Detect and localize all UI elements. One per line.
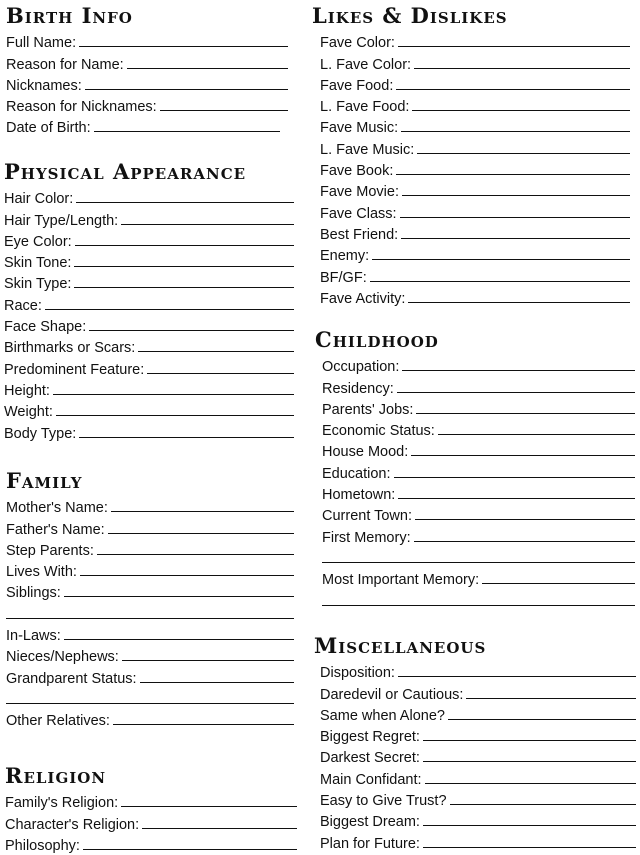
section-title: Religion xyxy=(5,763,107,788)
field-row[interactable] xyxy=(320,660,636,681)
field-row[interactable] xyxy=(322,397,635,418)
field-row[interactable] xyxy=(320,809,636,830)
answer-line[interactable] xyxy=(423,739,636,741)
field-label: In-Laws: xyxy=(6,628,61,645)
field-label: Biggest Dream: xyxy=(320,814,420,831)
field-row[interactable] xyxy=(322,524,635,545)
field-row[interactable] xyxy=(4,229,294,250)
field-label: Lives With: xyxy=(6,564,77,581)
field-label: Parents' Jobs: xyxy=(322,401,414,418)
answer-line[interactable] xyxy=(425,782,636,784)
answer-line[interactable] xyxy=(121,223,294,225)
answer-line[interactable] xyxy=(6,702,294,704)
answer-line[interactable] xyxy=(80,574,294,576)
field-label: Family's Religion: xyxy=(5,795,119,812)
field-row[interactable] xyxy=(6,495,294,516)
field-row[interactable] xyxy=(320,830,636,851)
field-row[interactable] xyxy=(6,51,288,72)
field-row[interactable] xyxy=(320,179,630,200)
field-label: Skin Type: xyxy=(4,276,72,293)
answer-line[interactable] xyxy=(76,201,294,203)
answer-line[interactable] xyxy=(83,848,297,850)
field-row[interactable] xyxy=(6,30,288,51)
field-label: Fave Music: xyxy=(320,120,399,137)
field-label: Reason for Name: xyxy=(6,56,124,73)
answer-line[interactable] xyxy=(322,561,635,563)
answer-line[interactable] xyxy=(56,414,294,416)
field-row[interactable] xyxy=(4,356,294,377)
answer-line[interactable] xyxy=(450,803,636,805)
field-label: Face Shape: xyxy=(4,319,87,336)
answer-line[interactable] xyxy=(438,433,635,435)
field-row[interactable] xyxy=(320,51,630,72)
field-row[interactable] xyxy=(322,439,635,460)
answer-line[interactable] xyxy=(140,681,294,683)
field-row[interactable] xyxy=(320,158,630,179)
extra-line[interactable] xyxy=(6,601,294,622)
field-row[interactable] xyxy=(320,243,630,264)
answer-line[interactable] xyxy=(414,67,630,69)
field-row[interactable] xyxy=(4,399,294,420)
answer-line[interactable] xyxy=(127,67,288,69)
field-label: Easy to Give Trust? xyxy=(320,793,447,810)
answer-line[interactable] xyxy=(121,805,297,807)
answer-line[interactable] xyxy=(396,173,630,175)
field-label: Fave Class: xyxy=(320,205,397,222)
answer-line[interactable] xyxy=(423,760,636,762)
field-label: Nieces/Nephews: xyxy=(6,649,119,666)
section-birth-info xyxy=(6,2,288,136)
field-label: Hair Color: xyxy=(4,191,74,208)
answer-line[interactable] xyxy=(466,697,636,699)
section-title: Miscellaneous xyxy=(314,633,487,658)
field-row[interactable] xyxy=(6,115,280,136)
answer-line[interactable] xyxy=(401,130,630,132)
answer-line[interactable] xyxy=(417,152,630,154)
field-label: Daredevil or Cautious: xyxy=(320,686,464,703)
section-title: Likes & Dislikes xyxy=(312,3,508,28)
answer-line[interactable] xyxy=(94,130,280,132)
field-label: Most Important Memory: xyxy=(322,572,480,589)
field-label: BF/GF: xyxy=(320,269,367,286)
field-label: Education: xyxy=(322,465,391,482)
field-row[interactable] xyxy=(322,567,635,588)
field-row[interactable] xyxy=(6,73,288,94)
answer-line[interactable] xyxy=(398,497,635,499)
answer-line[interactable] xyxy=(79,436,294,438)
field-label: Birthmarks or Scars: xyxy=(4,340,136,357)
answer-line[interactable] xyxy=(448,718,636,720)
field-row[interactable] xyxy=(6,559,294,580)
section-physical-appearance xyxy=(4,158,294,442)
answer-line[interactable] xyxy=(79,45,288,47)
answer-line[interactable] xyxy=(398,675,636,677)
field-row[interactable] xyxy=(6,708,294,729)
field-row[interactable] xyxy=(4,186,294,207)
field-label: Fave Color: xyxy=(320,35,395,52)
field-row[interactable] xyxy=(320,136,630,157)
field-row[interactable] xyxy=(320,681,636,702)
field-row[interactable] xyxy=(6,623,294,644)
field-label: Mother's Name: xyxy=(6,500,108,517)
field-label: Fave Activity: xyxy=(320,290,406,307)
answer-line[interactable] xyxy=(138,350,294,352)
answer-line[interactable] xyxy=(147,372,294,374)
answer-line[interactable] xyxy=(401,237,630,239)
field-row[interactable] xyxy=(320,94,630,115)
field-row[interactable] xyxy=(320,30,630,51)
field-label: Siblings: xyxy=(6,585,61,602)
answer-line[interactable] xyxy=(400,216,630,218)
field-label: Predominent Feature: xyxy=(4,361,145,378)
field-row[interactable] xyxy=(4,314,294,335)
answer-line[interactable] xyxy=(402,194,630,196)
field-label: Character's Religion: xyxy=(5,816,140,833)
answer-line[interactable] xyxy=(75,244,294,246)
field-row[interactable] xyxy=(6,94,288,115)
field-row[interactable] xyxy=(320,703,636,724)
field-row[interactable] xyxy=(4,378,294,399)
field-row[interactable] xyxy=(320,73,630,94)
answer-line[interactable] xyxy=(396,88,630,90)
field-row[interactable] xyxy=(322,460,635,481)
field-label: Nicknames: xyxy=(6,77,82,94)
field-label: Current Town: xyxy=(322,508,412,525)
field-row[interactable] xyxy=(322,482,635,503)
field-label: Plan for Future: xyxy=(320,835,420,852)
answer-line[interactable] xyxy=(416,412,635,414)
field-label: Skin Tone: xyxy=(4,255,72,272)
field-label: Height: xyxy=(4,382,50,399)
field-label: Full Name: xyxy=(6,35,77,52)
field-label: Best Friend: xyxy=(320,226,399,243)
field-row[interactable] xyxy=(4,250,294,271)
section-title: Physical Appearance xyxy=(4,159,247,184)
field-label: L. Fave Color: xyxy=(320,56,412,73)
field-label: Biggest Regret: xyxy=(320,729,420,746)
answer-line[interactable] xyxy=(53,393,294,395)
field-row[interactable] xyxy=(5,790,297,811)
answer-line[interactable] xyxy=(122,659,294,661)
field-row[interactable] xyxy=(320,745,636,766)
field-row[interactable] xyxy=(6,580,294,601)
answer-line[interactable] xyxy=(411,454,635,456)
answer-line[interactable] xyxy=(397,391,635,393)
answer-line[interactable] xyxy=(64,595,294,597)
field-label: Body Type: xyxy=(4,425,77,442)
answer-line[interactable] xyxy=(113,723,294,725)
field-row[interactable] xyxy=(322,354,635,375)
field-row[interactable] xyxy=(6,516,294,537)
extra-line[interactable] xyxy=(322,546,635,567)
answer-line[interactable] xyxy=(108,532,294,534)
answer-line[interactable] xyxy=(160,109,288,111)
answer-line[interactable] xyxy=(423,824,636,826)
field-row[interactable] xyxy=(6,644,294,665)
field-row[interactable] xyxy=(320,264,630,285)
answer-line[interactable] xyxy=(423,846,636,848)
field-label: Fave Food: xyxy=(320,77,394,94)
section-miscellaneous xyxy=(314,632,636,852)
answer-line[interactable] xyxy=(6,617,294,619)
field-label: Economic Status: xyxy=(322,423,435,440)
field-label: L. Fave Food: xyxy=(320,99,410,116)
field-label: Main Confidant: xyxy=(320,771,422,788)
answer-line[interactable] xyxy=(402,369,635,371)
field-label: Hometown: xyxy=(322,487,396,504)
section-title: Birth Info xyxy=(6,3,133,28)
field-label: Enemy: xyxy=(320,248,370,265)
answer-line[interactable] xyxy=(142,827,297,829)
field-label: Date of Birth: xyxy=(6,120,91,137)
field-label: Other Relatives: xyxy=(6,713,110,730)
field-row[interactable] xyxy=(320,788,636,809)
answer-line[interactable] xyxy=(394,476,635,478)
answer-line[interactable] xyxy=(398,45,630,47)
field-label: Hair Type/Length: xyxy=(4,212,119,229)
answer-line[interactable] xyxy=(85,88,288,90)
field-label: Reason for Nicknames: xyxy=(6,99,157,116)
answer-line[interactable] xyxy=(482,582,635,584)
field-row[interactable] xyxy=(322,503,635,524)
answer-line[interactable] xyxy=(111,510,294,512)
field-label: First Memory: xyxy=(322,529,411,546)
field-label: Grandparent Status: xyxy=(6,670,137,687)
field-label: Fave Movie: xyxy=(320,184,399,201)
field-label: Fave Book: xyxy=(320,163,394,180)
section-childhood xyxy=(315,326,635,610)
field-label: Residency: xyxy=(322,380,394,397)
field-row[interactable] xyxy=(5,833,297,854)
field-label: Weight: xyxy=(4,404,53,421)
field-row[interactable] xyxy=(6,665,294,686)
field-row[interactable] xyxy=(320,200,630,221)
extra-line[interactable] xyxy=(322,588,635,609)
field-row[interactable] xyxy=(4,335,294,356)
answer-line[interactable] xyxy=(415,518,635,520)
field-label: Race: xyxy=(4,297,42,314)
answer-line[interactable] xyxy=(372,258,630,260)
answer-line[interactable] xyxy=(64,638,294,640)
field-row[interactable] xyxy=(4,271,294,292)
answer-line[interactable] xyxy=(408,301,630,303)
answer-line[interactable] xyxy=(412,109,630,111)
field-row[interactable] xyxy=(320,115,630,136)
field-row[interactable] xyxy=(320,724,636,745)
field-label: Eye Color: xyxy=(4,233,72,250)
field-row[interactable] xyxy=(5,811,297,832)
answer-line[interactable] xyxy=(322,604,635,606)
field-row[interactable] xyxy=(4,207,294,228)
field-row[interactable] xyxy=(4,420,294,441)
answer-line[interactable] xyxy=(97,553,294,555)
extra-line[interactable] xyxy=(6,687,294,708)
field-label: Same when Alone? xyxy=(320,707,445,724)
field-label: House Mood: xyxy=(322,444,409,461)
section-title: Childhood xyxy=(315,327,439,352)
answer-line[interactable] xyxy=(74,286,294,288)
field-row[interactable] xyxy=(6,538,294,559)
section-religion xyxy=(5,762,297,854)
field-row[interactable] xyxy=(320,286,630,307)
field-row[interactable] xyxy=(4,292,294,313)
section-likes-dislikes xyxy=(312,2,630,307)
answer-line[interactable] xyxy=(370,280,630,282)
field-row[interactable] xyxy=(322,375,635,396)
field-label: Philosophy: xyxy=(5,837,80,854)
field-row[interactable] xyxy=(320,222,630,243)
field-row[interactable] xyxy=(320,766,636,787)
field-label: L. Fave Music: xyxy=(320,141,415,158)
field-label: Father's Name: xyxy=(6,521,105,538)
field-label: Disposition: xyxy=(320,665,395,682)
field-label: Darkest Secret: xyxy=(320,750,420,767)
answer-line[interactable] xyxy=(414,540,635,542)
field-label: Step Parents: xyxy=(6,542,94,559)
field-label: Occupation: xyxy=(322,359,400,376)
field-row[interactable] xyxy=(322,418,635,439)
section-family xyxy=(6,467,294,729)
answer-line[interactable] xyxy=(89,329,294,331)
section-title: Family xyxy=(6,468,83,493)
answer-line[interactable] xyxy=(45,308,294,310)
answer-line[interactable] xyxy=(74,265,294,267)
